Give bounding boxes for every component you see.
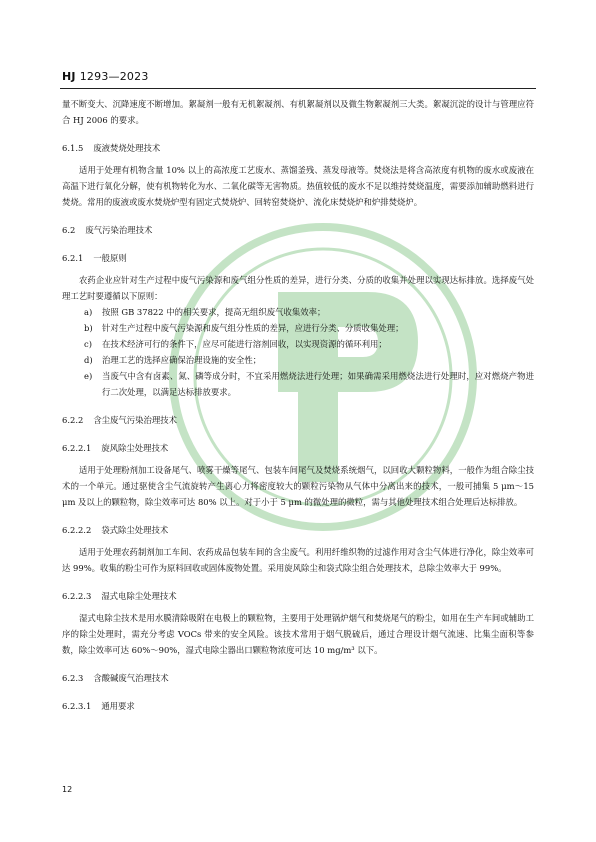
section-number: 6.2.2.3 [62, 591, 92, 601]
section-heading [62, 440, 534, 456]
paragraph: 农药企业应针对生产过程中废气污染源和废气组分性质的差异，进行分类、分质的收集并处理以实现达标排放。选择废气处理工艺时要遵循以下原则： [62, 275, 534, 301]
section-number: 6.2.2 [62, 415, 84, 425]
section-title: 湿式电除尘处理技术 [101, 591, 177, 601]
section-title: 旋风除尘处理技术 [101, 443, 169, 453]
section-title: 一般原则 [93, 253, 127, 263]
list-item [62, 368, 534, 400]
section-heading [62, 588, 534, 604]
list-marker: b) [84, 323, 93, 333]
list-item [62, 336, 534, 352]
standard-number: 1293—2023 [79, 70, 149, 83]
principle-list [62, 304, 534, 400]
list-marker: a) [84, 307, 93, 317]
section-number: 6.2.1 [62, 253, 84, 263]
list-item-text: 针对生产过程中废气污染源和废气组分性质的差异，应进行分类、分质收集处理； [102, 323, 404, 333]
list-item-text: 当废气中含有卤素、氮、磷等成分时，不宜采用燃烧法进行处理；如果确需采用燃烧法进行处理时，应对燃烧产物进行二次处理，以满足达标排放要求。 [102, 371, 534, 397]
section-title: 袋式除尘处理技术 [101, 525, 169, 535]
section-number: 6.2 [62, 225, 76, 235]
list-item [62, 320, 534, 336]
section-title: 废液焚烧处理技术 [93, 143, 161, 153]
list-marker: d) [84, 355, 93, 365]
section-heading [62, 222, 534, 238]
section-number: 6.2.3.1 [62, 701, 92, 711]
section-title: 通用要求 [101, 701, 135, 711]
list-marker: e) [84, 371, 93, 381]
page-header [62, 70, 149, 83]
section-heading [62, 670, 534, 686]
paragraph: 适用于处理粉剂加工设备尾气、喷雾干燥等尾气、包装车间尾气及焚烧系统烟气，以回收大颗粒物料，一般作为组合除尘技术的一个单元。通过驱使含尘气流旋转产生离心力将密度较大的颗粒污染物从气体中分离出来的技术，一般可捕集 5 μm～15 μm 及以上的颗粒物，除尘效率可达 80% 以上。对于小于 5 μm 的微处理的微粒，需与其他处理技术组合处理后达标排放。 [62, 465, 534, 507]
section-heading [62, 250, 534, 266]
section-number: 6.1.5 [62, 143, 84, 153]
paragraph: 量不断变大、沉降速度不断增加。絮凝剂一般有无机絮凝剂、有机絮凝剂以及微生物絮凝剂三大类。絮凝沉淀的设计与管理应符合 HJ 2006 的要求。 [62, 99, 534, 125]
section-heading [62, 522, 534, 538]
section-title: 含尘废气污染治理技术 [93, 415, 178, 425]
section-heading [62, 412, 534, 428]
list-marker: c) [84, 339, 92, 349]
list-item-text: 按照 GB 37822 中的相关要求，提高无组织废气收集效率； [102, 307, 326, 317]
section-number: 6.2.2.2 [62, 525, 92, 535]
standard-code: HJ [62, 70, 76, 83]
list-item-text: 治理工艺的选择应确保治理设施的安全性； [102, 355, 262, 365]
list-item-text: 在技术经济可行的条件下，应尽可能进行溶剂回收，以实现资源的循环利用； [102, 339, 387, 349]
paragraph: 适用于处理农药制剂加工车间、农药成品包装车间的含尘废气。利用纤维织物的过滤作用对含尘气体进行净化，除尘效率可达 99%。收集的粉尘可作为原料回收或固体废物处置。采用旋风除尘和袋式除尘组合处理技术，总除尘效率大于 99%。 [62, 547, 534, 573]
section-heading [62, 698, 534, 714]
section-number: 6.2.3 [62, 673, 84, 683]
paragraph: 适用于处理有机物含量 10% 以上的高浓度工艺废水、蒸馏釜残、蒸发母液等。焚烧法是将含高浓度有机物的废水或废液在高温下进行氧化分解，使有机物转化为水、二氧化碳等无害物质。热值较低的废水不足以维持焚烧温度，需要添加辅助燃料进行焚烧。常用的废液或废水焚烧炉型有固定式焚烧炉、回转窑焚烧炉、流化床焚烧炉和炉排焚烧炉。 [62, 165, 534, 207]
section-title: 含酸碱废气治理技术 [93, 673, 169, 683]
section-title: 废气污染治理技术 [85, 225, 153, 235]
page-number: 12 [62, 785, 73, 794]
list-item [62, 352, 534, 368]
document-body [62, 96, 534, 720]
section-heading [62, 140, 534, 156]
header-rule [60, 88, 536, 89]
list-item [62, 304, 534, 320]
paragraph: 湿式电除尘技术是用水膜清除吸附在电极上的颗粒物，主要用于处理锅炉烟气和焚烧尾气的粉尘，如用在生产车间或辅助工序的除尘处理时，需充分考虑 VOCs 带来的安全风险。该技术常用于烟气脱硫后，通过合理设计烟气流速、比集尘面积等参数，除尘效率可达 60%～90%，湿式电除尘器出口颗粒物浓度可达 10 mg/m³ 以下。 [62, 613, 534, 655]
section-number: 6.2.2.1 [62, 443, 92, 453]
